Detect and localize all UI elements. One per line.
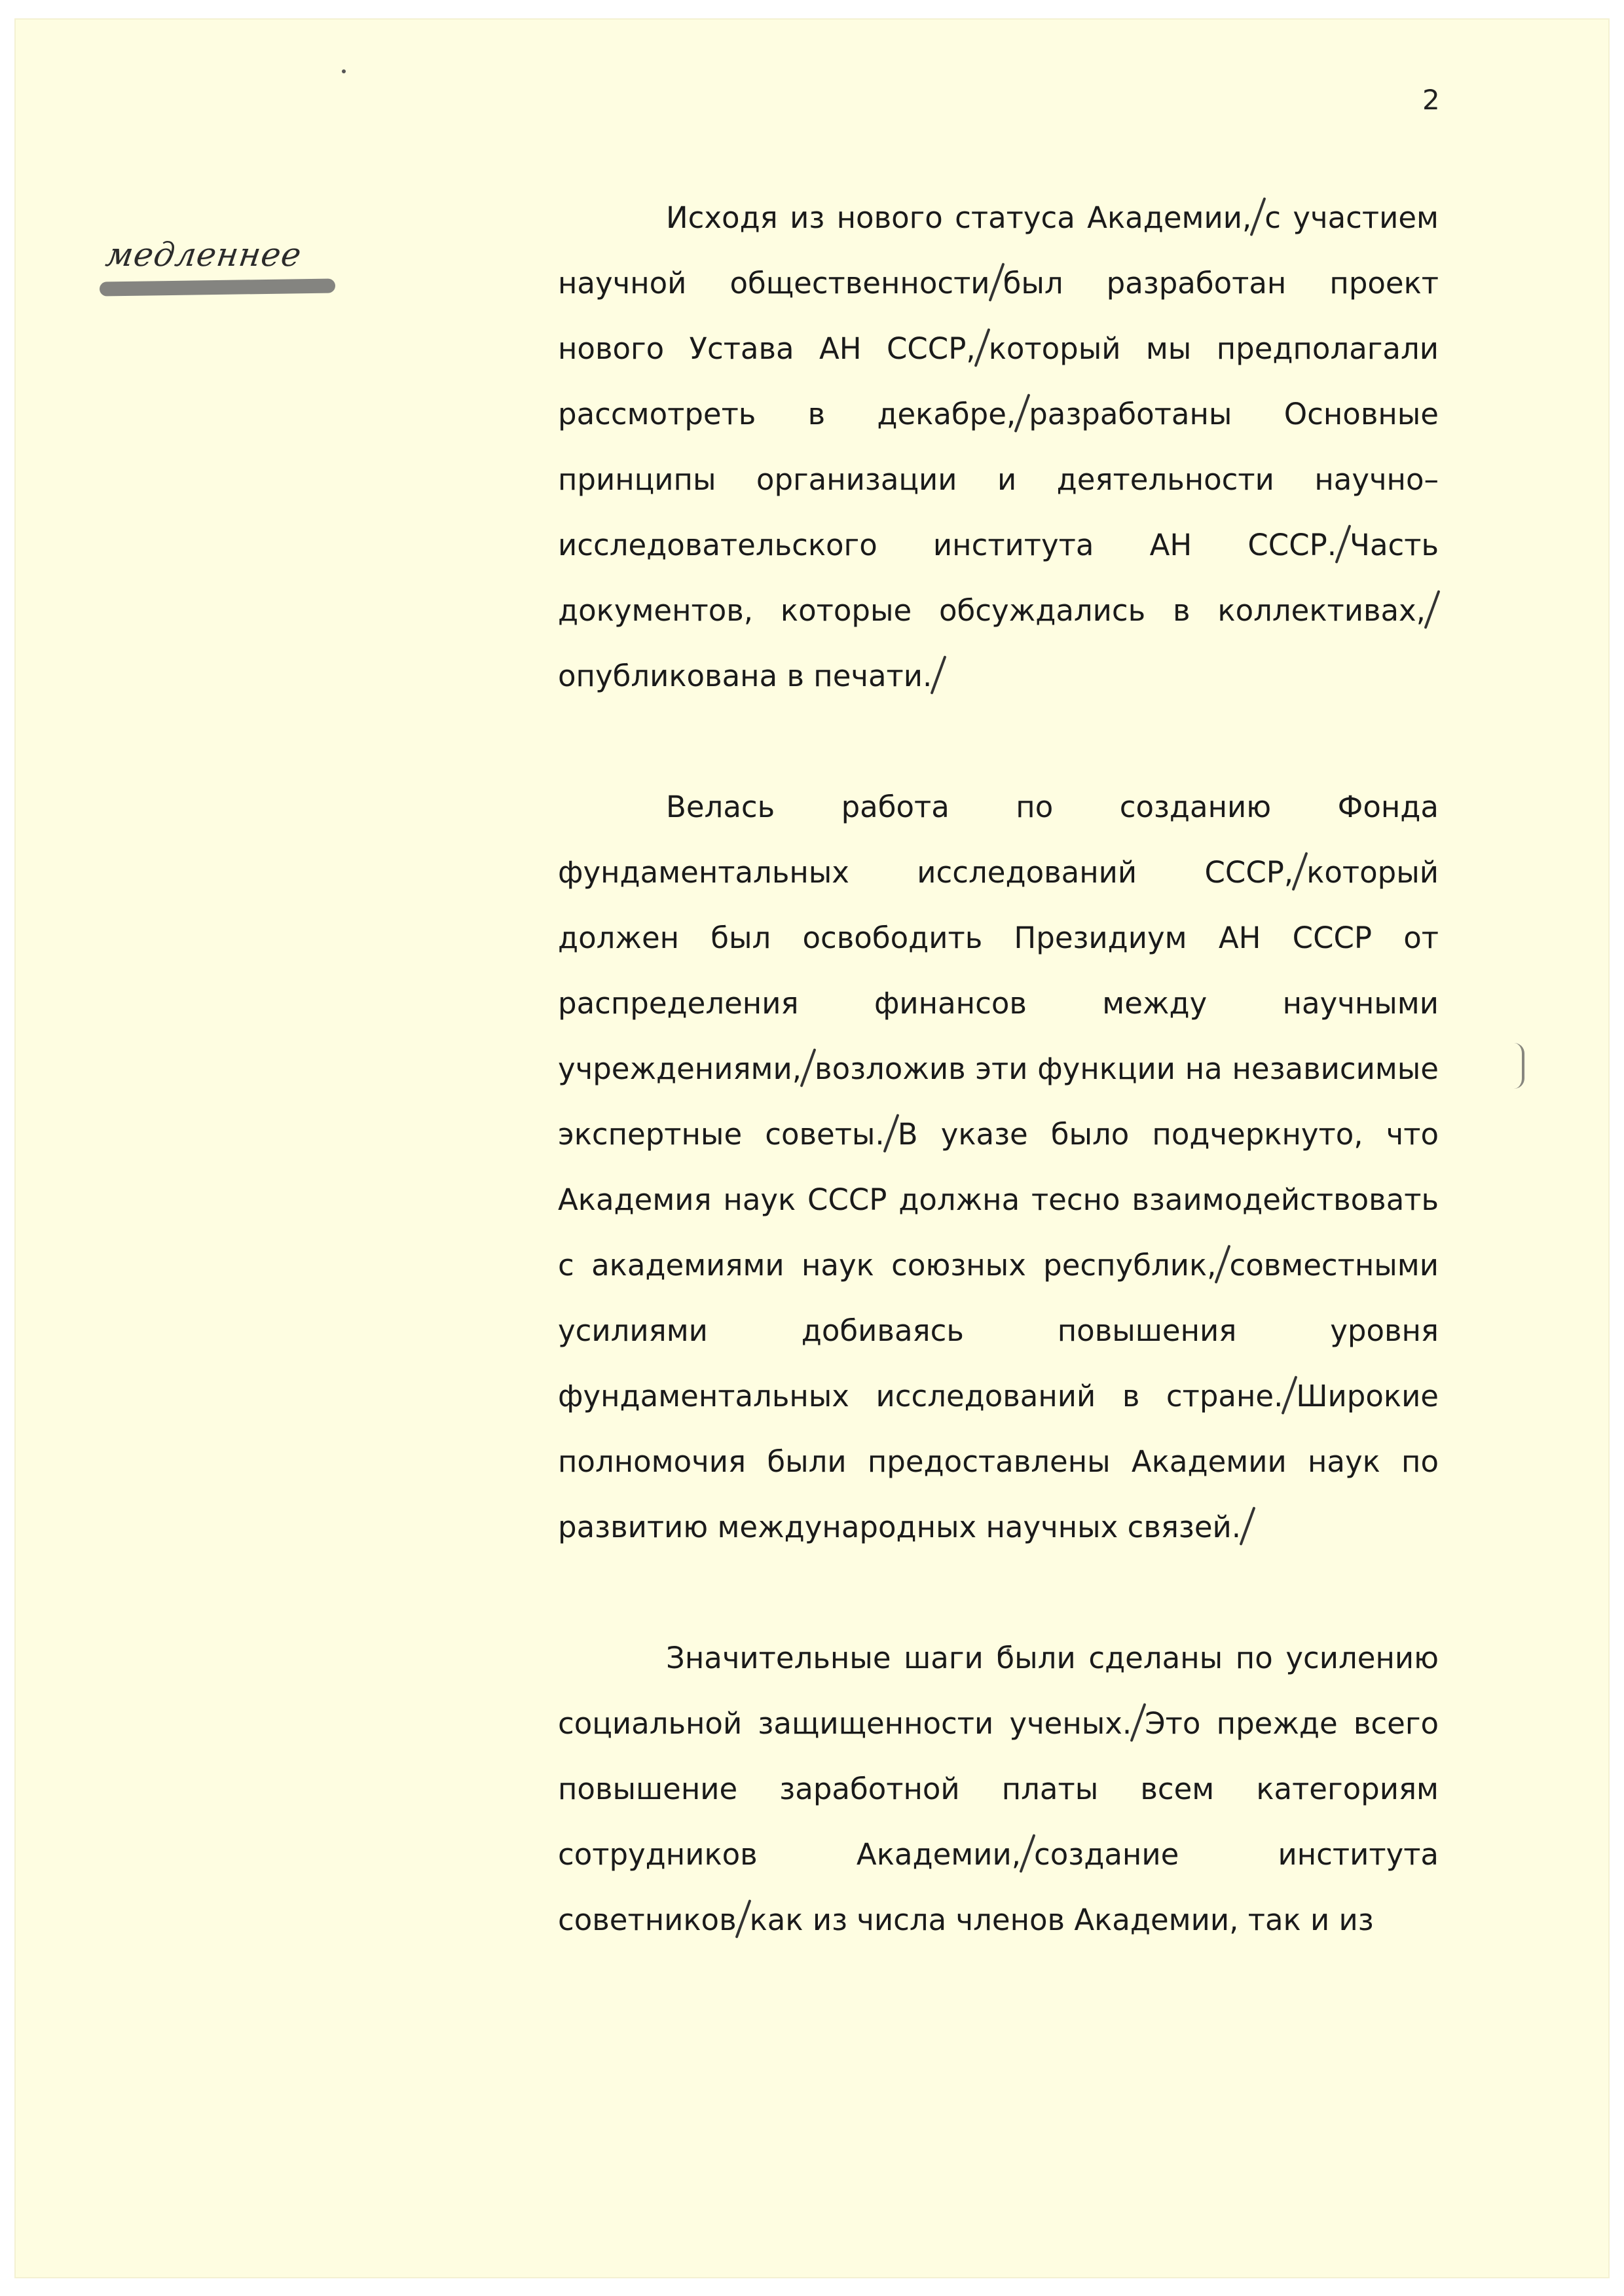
pause-slash-mark: [1130, 1703, 1147, 1742]
page-number: 2: [1422, 84, 1440, 116]
text-segment: с участием научной общественности: [558, 200, 1439, 301]
pause-slash-mark: [988, 263, 1005, 302]
text-segment: Широкие полномочия были предоставлены Академии наук по развитию международных научных связей.: [558, 1379, 1439, 1544]
pause-slash-mark: [800, 1048, 817, 1087]
text-segment: Это прежде всего повышение заработной платы всем категориям сотрудников Академии,: [558, 1706, 1439, 1872]
text-segment: который мы предполагали рассмотреть в декабре,: [558, 331, 1439, 431]
pause-slash-mark: [931, 655, 947, 695]
pause-slash-mark: [1240, 1506, 1256, 1546]
pause-slash-mark: [735, 1899, 751, 1939]
document-page: [14, 18, 1610, 2278]
text-segment: Часть документов, которые обсуждались в коллективах,: [558, 528, 1439, 628]
text-segment: Исходя из нового статуса Академии,: [666, 200, 1252, 235]
text-segment: который должен был освободить Президиум АН СССР от распределения финансов между научными учреждениями,: [558, 855, 1439, 1086]
text-segment: совместными усилиями добиваясь повышения уровня фундаментальных исследований в стране.: [558, 1248, 1439, 1413]
margin-note-underline: [100, 278, 335, 296]
text-segment: опубликована в печати.: [558, 659, 932, 693]
pencil-bracket-mark: [1514, 1043, 1524, 1089]
scan-speck: [342, 69, 346, 73]
pause-slash-mark: [1020, 1834, 1036, 1873]
pause-slash-mark: [1292, 852, 1308, 891]
text-segment: Велась работа по созданию Фонда фундаментальных исследований СССР,: [558, 790, 1439, 890]
text-segment: создание института советников: [558, 1837, 1439, 1937]
text-segment: как из числа членов Академии, так и из: [749, 1903, 1374, 1937]
paragraph-1: [558, 185, 1439, 709]
pause-slash-mark: [974, 328, 990, 367]
pause-slash-mark: [1424, 590, 1441, 629]
pause-slash-mark: [1335, 524, 1352, 564]
paragraph-3: [558, 1626, 1439, 1953]
pause-slash-mark: [1014, 393, 1031, 433]
pause-slash-mark: [883, 1114, 899, 1153]
handwritten-margin-note: [100, 234, 342, 306]
text-segment: Значительные шаги были сделаны по усилению социальной защищенности ученых.: [558, 1641, 1439, 1741]
text-column: [558, 185, 1439, 1953]
paragraph-2: [558, 774, 1439, 1560]
text-segment: возложив эти функции на независимые экспертные советы.: [558, 1051, 1439, 1152]
text-segment: был разработан проект нового Устава АН СССР,: [558, 266, 1439, 366]
text-segment: разработаны Основные принципы организации и деятельности научно–исследовательского института АН СССР.: [558, 397, 1439, 562]
text-segment: В указе было подчеркнуто, что Академия наук СССР должна тесно взаимодействовать с академиями наук союзных республик,: [558, 1117, 1439, 1283]
margin-note-text: медленнее: [103, 236, 304, 274]
